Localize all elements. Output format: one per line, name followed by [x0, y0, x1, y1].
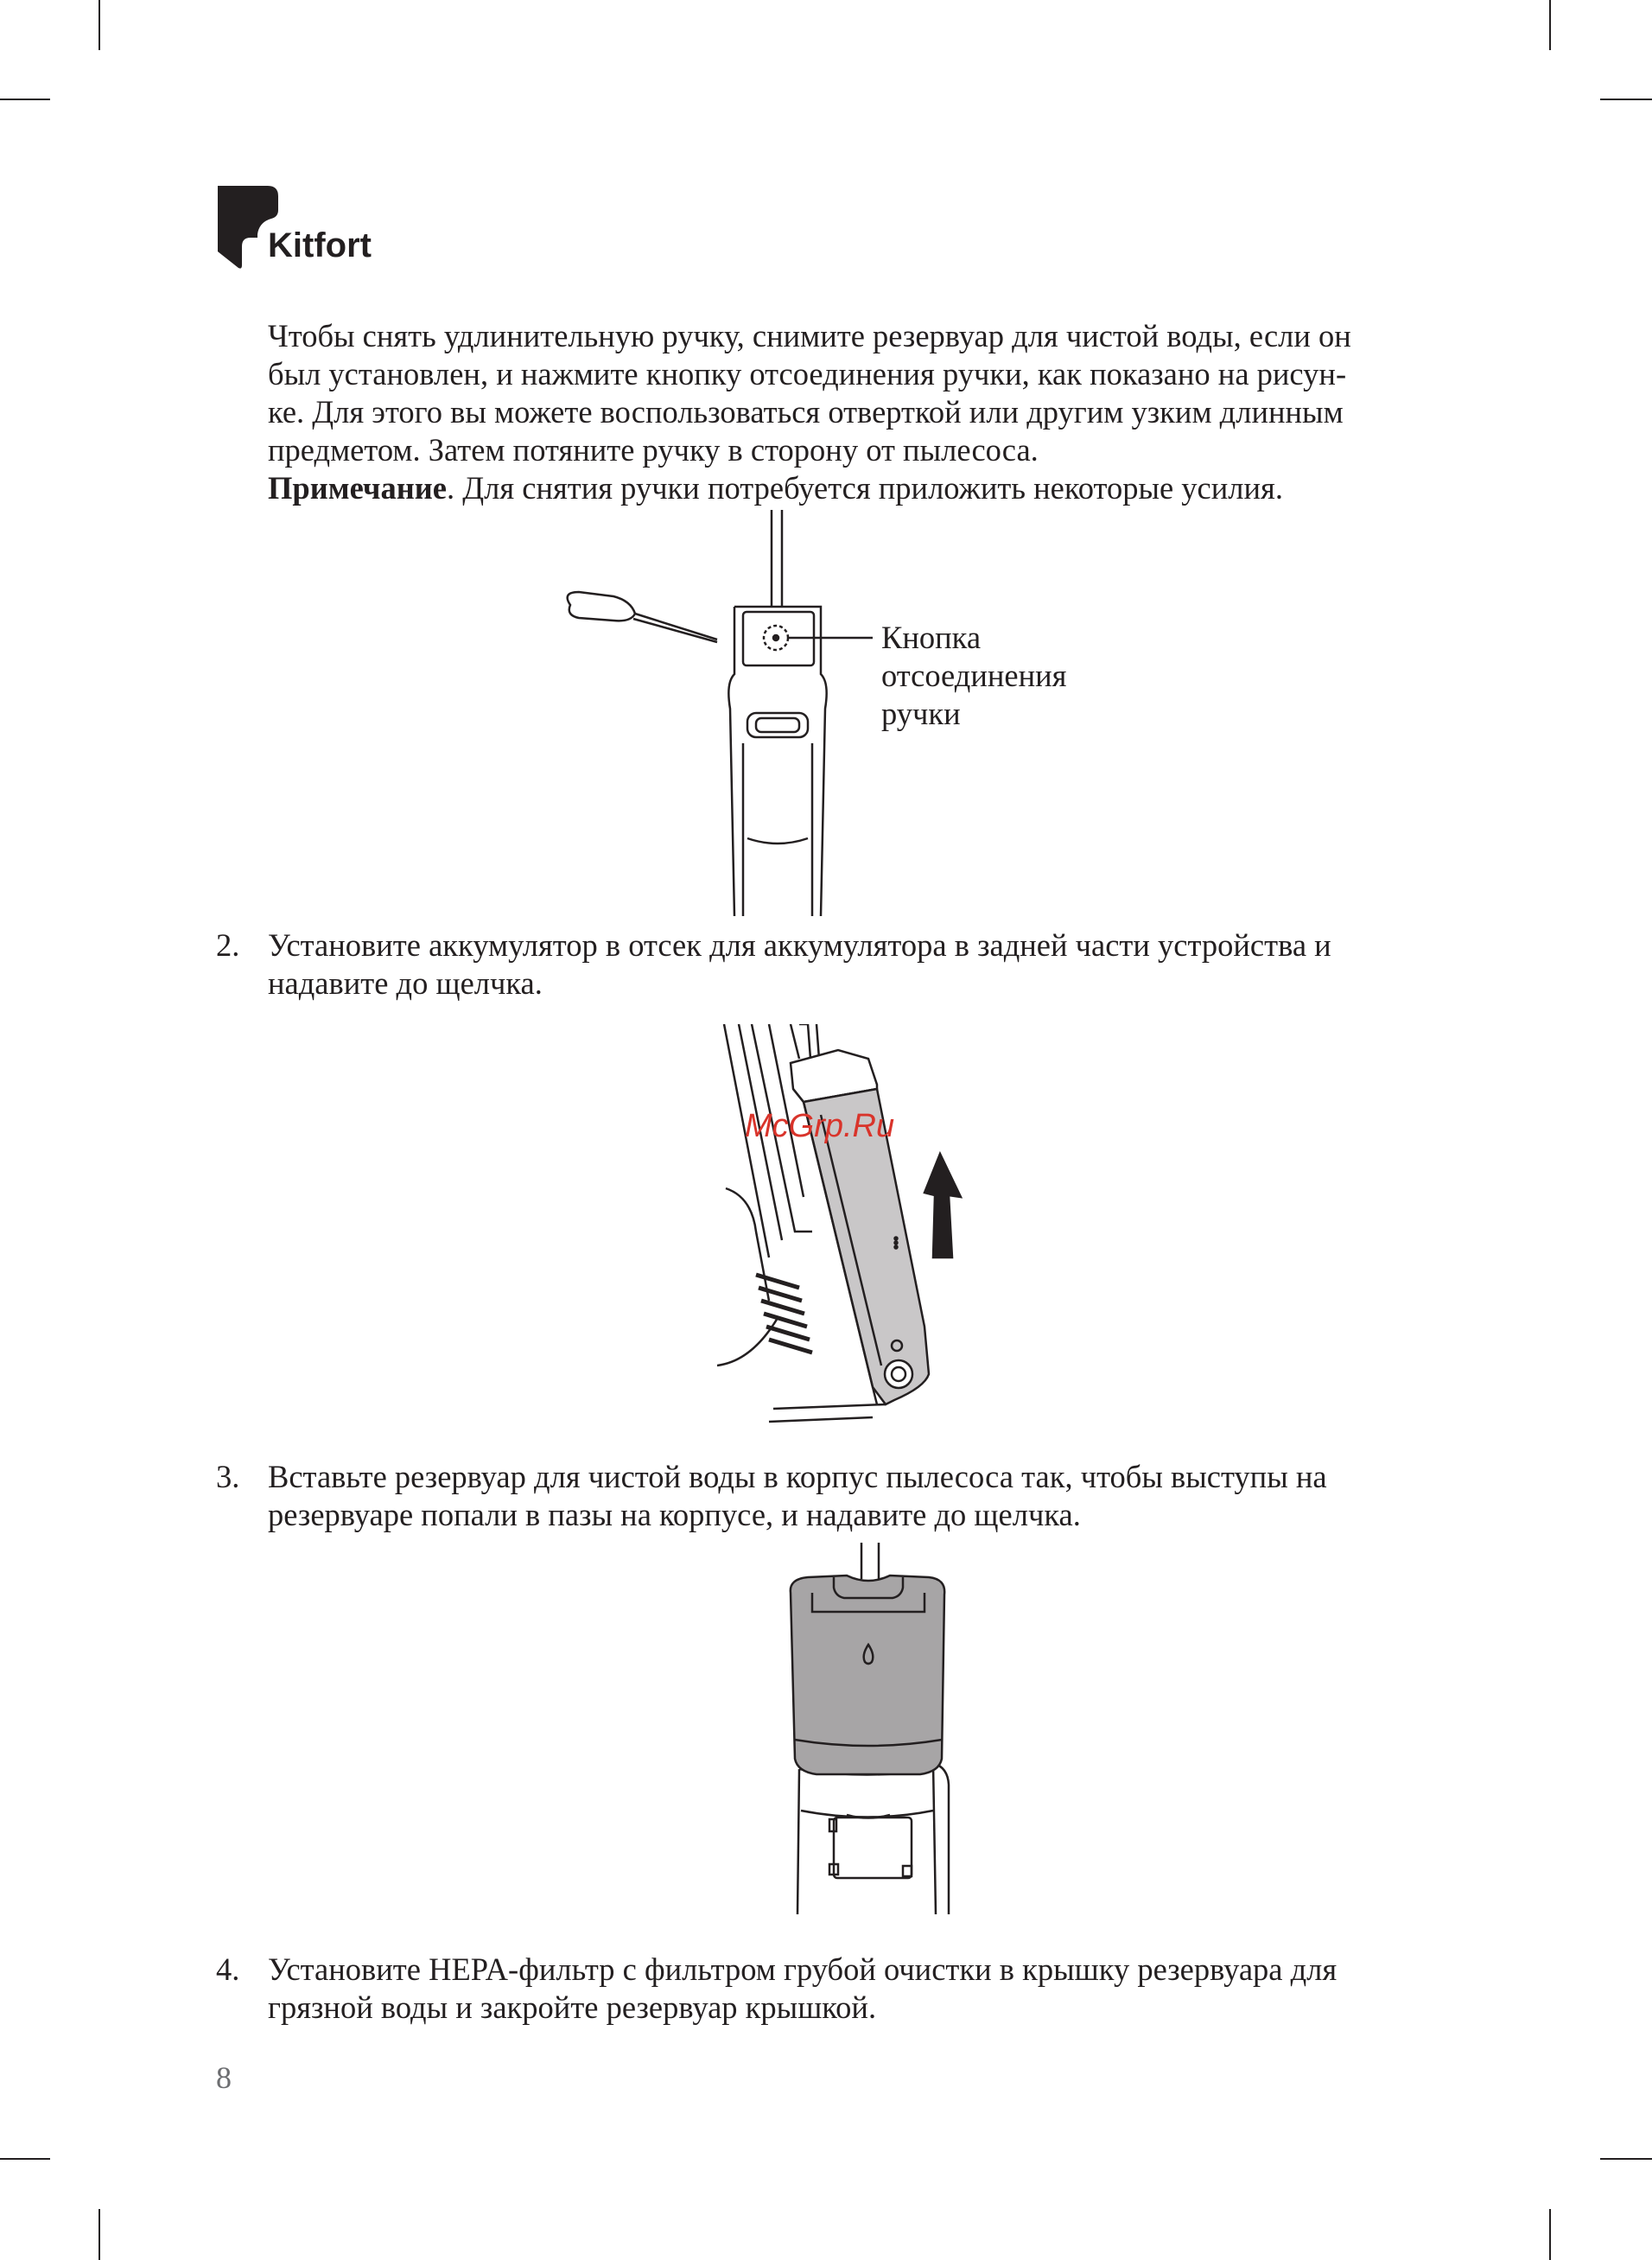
callout-line-3: ручки [881, 696, 961, 731]
crop-mark [1600, 99, 1652, 100]
brand-name: Kitfort [268, 226, 372, 264]
handle-release-figure [562, 510, 924, 916]
crop-mark [0, 2158, 50, 2160]
crop-mark [98, 2209, 100, 2260]
step-text [268, 926, 1453, 1003]
intro-line-1: Чтобы снять удлинительную ручку, снимите резервуар для чистой воды, если он [268, 318, 1351, 353]
intro-line-3: ке. Для этого вы можете воспользоваться отверткой или другим узким длинным [268, 394, 1344, 430]
step-3-line-2: резервуаре попали в пазы на корпусе, и надавите до щелчка. [268, 1497, 1081, 1532]
intro-line-2: был установлен, и нажмите кнопку отсоединения ручки, как показано на рисун- [268, 356, 1347, 392]
note-text: . Для снятия ручки потребуется приложить некоторые усилия. [446, 470, 1283, 506]
crop-mark [0, 99, 50, 100]
callout-line-2: отсоединения [881, 658, 1067, 693]
page-number: 8 [216, 2060, 232, 2095]
step-3-line-1: Вставьте резервуар для чистой воды в корпус пылесоса так, чтобы выступы на [268, 1459, 1327, 1494]
step-number: 3. [216, 1459, 240, 1494]
intro-line-4: предметом. Затем потяните ручку в сторону от пылесоса. [268, 432, 1039, 468]
step-number: 2. [216, 927, 240, 963]
step-text [268, 1951, 1453, 2027]
battery-insert-figure [717, 1024, 994, 1430]
watermark: McGrp.Ru [745, 1108, 895, 1144]
note-label: Примечание [268, 470, 447, 506]
step-text [268, 1458, 1453, 1534]
note [268, 469, 1453, 507]
figure1-callout [881, 619, 1066, 733]
crop-mark [1549, 2209, 1551, 2260]
crop-mark [1549, 0, 1551, 50]
water-tank-figure [782, 1543, 963, 1914]
crop-mark [98, 0, 100, 50]
step-4-line-1: Установите HEPA-фильтр с фильтром грубой очистки в крышку резервуара для [268, 1951, 1337, 1987]
step-4-line-2: грязной воды и закройте резервуар крышкой. [268, 1989, 877, 2025]
step-2-line-1: Установите аккумулятор в отсек для аккумулятора в задней части устройства и [268, 927, 1331, 963]
step-number: 4. [216, 1951, 240, 1987]
step-2-line-2: надавите до щелчка. [268, 965, 543, 1001]
crop-mark [1600, 2158, 1652, 2160]
callout-line-1: Кнопка [881, 620, 982, 655]
